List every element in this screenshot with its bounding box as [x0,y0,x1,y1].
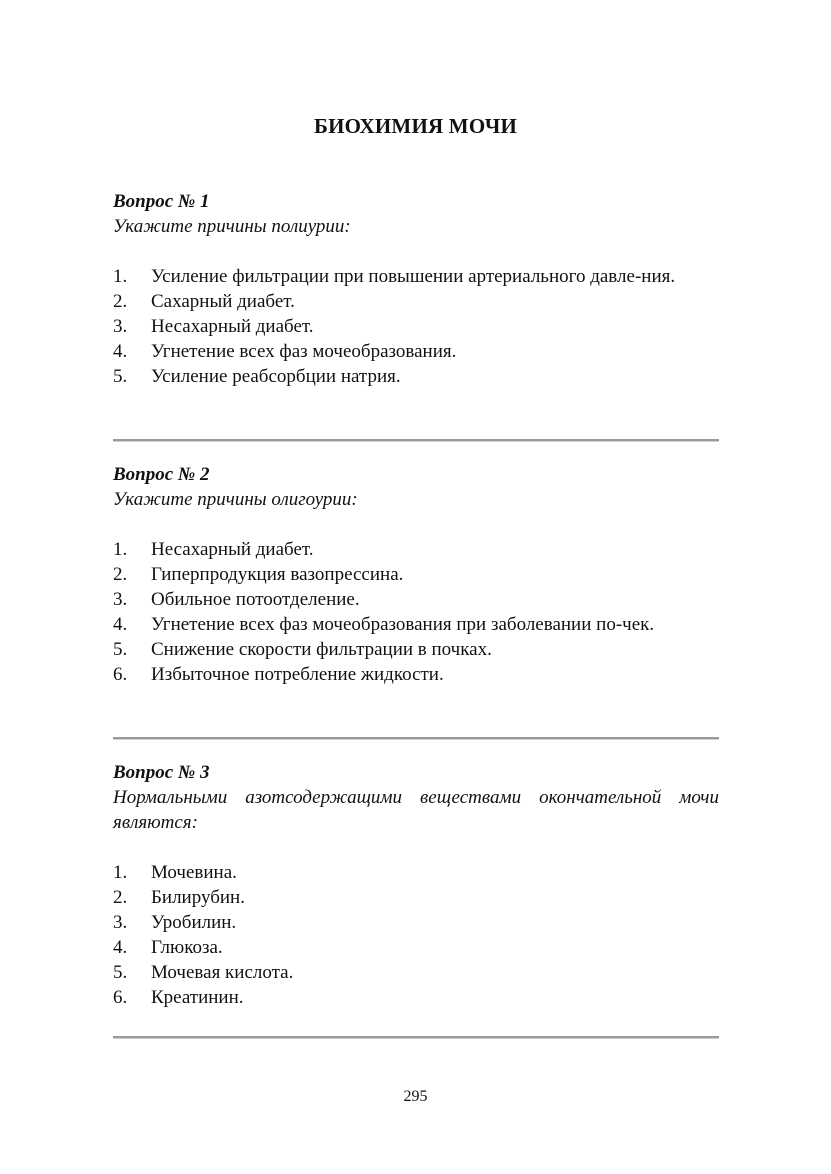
answer-option [113,860,719,885]
option-number: 6. [113,987,128,1008]
answer-option [113,264,719,289]
option-text: Билирубин. [151,887,245,908]
page-title: БИОХИМИЯ МОЧИ [314,114,517,138]
option-number: 5. [113,962,128,983]
option-number: 3. [113,912,128,933]
page-number: 295 [403,1088,428,1105]
answer-option [113,364,719,389]
question-block-1 [113,189,719,389]
option-number: 1. [113,862,128,883]
option-text: Усиление фильтрации при повышении артериального давле-ния. [151,266,676,287]
option-text: Сахарный диабет. [151,291,295,312]
option-number: 2. [113,887,128,908]
option-text: Снижение скорости фильтрации в почках. [151,639,492,660]
option-number: 1. [113,266,128,287]
answer-options-list [113,860,719,1010]
section-divider [113,1036,719,1039]
option-text: Мочевая кислота. [151,962,294,983]
answer-option [113,562,719,587]
answer-option [113,587,719,612]
answer-options-list [113,264,719,389]
section-divider [113,439,719,442]
option-text: Глюкоза. [151,937,223,958]
option-number: 3. [113,589,128,610]
option-number: 2. [113,564,128,585]
answer-option [113,985,719,1010]
option-text: Угнетение всех фаз мочеобразования. [151,341,457,362]
option-number: 5. [113,639,128,660]
answer-option [113,960,719,985]
option-text: Угнетение всех фаз мочеобразования при заболевании по-чек. [151,614,655,635]
answer-option [113,289,719,314]
answer-option [113,612,719,637]
option-number: 4. [113,937,128,958]
option-number: 2. [113,291,128,312]
question-title: Вопрос № 2 [113,464,210,485]
option-number: 1. [113,539,128,560]
answer-option [113,910,719,935]
option-text: Избыточное потребление жидкости. [151,664,444,685]
answer-option [113,537,719,562]
section-divider [113,737,719,740]
question-block-3 [113,760,719,1010]
answer-option [113,662,719,687]
option-text: Обильное потоотделение. [151,589,360,610]
option-text: Несахарный диабет. [151,539,314,560]
answer-option [113,637,719,662]
answer-option [113,314,719,339]
option-text: Усиление реабсорбции натрия. [151,366,401,387]
question-title: Вопрос № 3 [113,762,210,783]
answer-option [113,885,719,910]
question-prompt: Нормальными азотсодержащими веществами окончательной мочи являются: [113,787,719,833]
option-text: Креатинин. [151,987,244,1008]
option-number: 3. [113,316,128,337]
option-number: 5. [113,366,128,387]
question-title: Вопрос № 1 [113,191,210,212]
option-text: Несахарный диабет. [151,316,314,337]
option-number: 4. [113,341,128,362]
answer-option [113,935,719,960]
option-number: 6. [113,664,128,685]
option-text: Мочевина. [151,862,237,883]
question-block-2 [113,462,719,687]
question-prompt: Укажите причины олигоурии: [113,489,358,510]
question-prompt: Укажите причины полиурии: [113,216,351,237]
answer-option [113,339,719,364]
option-number: 4. [113,614,128,635]
option-text: Гиперпродукция вазопрессина. [151,564,404,585]
option-text: Уробилин. [151,912,237,933]
answer-options-list [113,537,719,687]
